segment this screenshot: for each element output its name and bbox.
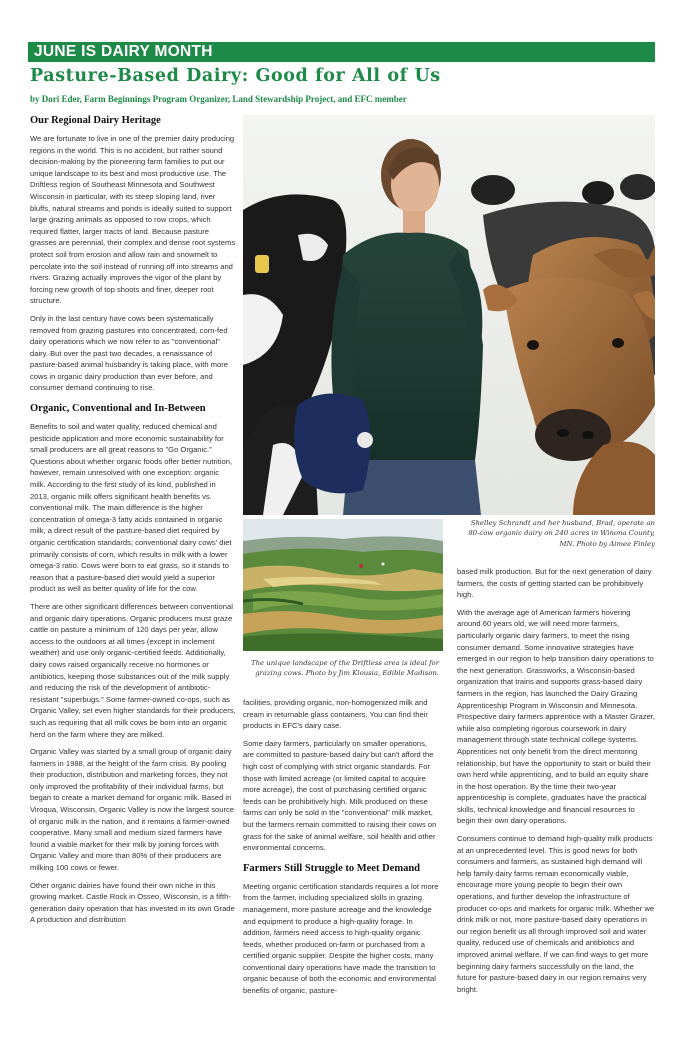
paragraph: based milk production. But for the next generation of dairy farmers, the costs of getting started can be prohibitively high. — [457, 567, 652, 600]
photo-driftless-landscape — [243, 519, 443, 651]
paragraph: Benefits to soil and water quality, reduced chemical and pesticide application and more economic sustainability for small producers are all great reasons to "Go Organic." Questions about whether organic foods offer better nutrition, however, remain unresolved with one exception: organic milk. According to the first study of its kind, published in 2013, organic milk offers significant health benefits vs. conventional milk. The main difference is the higher concentration of omega-3 fatty acids contained in organic milk, a direct result of the pasture-based diet required by organic certification standards; conventional dairy cows' diet primarily consists of corn, which results in milk with a lower omega-3 ratio. Cows were born to eat grass, so it stands to reason that a pasture-based diet would yield a superior product as well as better quality of life for the cow. — [30, 422, 233, 594]
photo-farmer-with-cows — [243, 115, 655, 515]
column-middle — [243, 697, 439, 1003]
paragraph: There are other significant differences between conventional and organic dairy operations. Organic producers must graze cattle on pasture a minimum of 120 days per year, allow access to the outdoors at all times (except in inclement weather) and use only organic-certified feeds. Additionally, dairy cows raised organically receive no hormones or antibiotics, keeping those substances out of the milk supply and reducing the risk of the development of antibiotic-resistant "superbugs." Some farmer-owned co-ops, such as Organic Valley, set even higher standards for their producers, such as requiring that all milk cows be born into an organic herd on the farm where they are milked. — [30, 601, 236, 739]
paragraph: We are fortunate to live in one of the premier dairy producing regions in the world. This is no accident, but rather sound decision-making by the pioneering farm families to put our unique landscape to its best and most productive use. The Driftless region of Southeast Minnesota and Southwest Wisconsin in particular, with its steep sloping land, river bluffs, natural streams and ponds is ideally suited to support large grazing animals as opposed to row crops, which required flatter, larger tracts of land. Because pasture grasses are perennial, their complex and dense root systems protect soil from erosion and allow rain and snowmelt to percolate into the soil instead of running off into streams and rivers. Grazing actually improves the vigor of the plant by forcing new growth of top shoots and finer, deeper root structure. — [30, 134, 236, 306]
paragraph: facilities, providing organic, non-homogenized milk and cream in returnable glass containers. You can find their products in EFC's dairy case. — [243, 698, 428, 731]
article-byline: by Dori Eder, Farm Beginnings Program Organizer, Land Stewardship Project, and EFC member — [30, 94, 407, 104]
heading-organic-conventional: Organic, Conventional and In-Between — [30, 403, 206, 415]
paragraph: Only in the last century have cows been systematically removed from grazing pastures into concentrated, corn-fed dairy operations which we now refer to as "conventional" dairy. But over the past two decades, a renaissance of pasture-based animal husbandry is taking place, with more cows in organic dairy production than ever before, and consumer demand continuing to rise. — [30, 313, 228, 393]
caption-landscape-photo: The unique landscape of the Driftless area is ideal for grazing cows. Photo by Jim Klousia, Edible Madison. — [251, 659, 439, 678]
landscape-illustration — [243, 519, 443, 651]
paragraph: With the average age of American farmers hovering around 60 years old, we will need more farmers, particularly organic dairy farmers, to meet the rising consumer demand. Some innovative strategies have emerged in our region to help transition dairy operations to the next generation. Grassworks, a Wisconsin-based organization that trains and supports grass-based dairy farmers in the region, has launched the Dairy Grazing Apprenticeship Program in Wisconsin and Minnesota. Prospective dairy farmers apprentice with a Master Grazer, while also completing rigorous coursework in dairy management through state technical college systems. Apprentices not only benefit from the direct mentoring relationship, but have the opportunity to start or build their own herd while apprenticing, and to build an equity share in the host operation. By the time their two-year apprenticeship is complete, graduates have the practical skills, technical knowledge and financial resources to begin their own dairy operations. — [457, 607, 655, 826]
paragraph: Some dairy farmers, particularly on smaller operations, are committed to pasture-based dairy but can't afford the high cost of complying with strict organic standards. For those with limited acreage (or limited capital to acquire more acreage), the cost of purchasing certified organic feeds can be prohibitively high. Milk produced on these farms can only be sold in the "conventional" milk market, but the farmers remain committed to raising their cows on grass for the sake of animal welfare, soil health and other environmental concerns. — [243, 738, 437, 853]
paragraph: Meeting organic certification standards requires a lot more from the farmer, including specialized skills in grazing management, more pasture acreage and the knowledge and equipment to produce a high-quality forage. In addition, farmers need access to high-quality organic feeds, whether produced on-farm or purchased from a certified organic supplier. Despite the higher costs, many conventional dairy operations have made the transition to organic because of both the economic and environmental benefits of organic, pasture- — [243, 881, 439, 996]
farmer-cows-illustration — [243, 115, 655, 515]
column-left — [30, 114, 236, 932]
article-title: Pasture-Based Dairy: Good for All of Us — [30, 66, 441, 86]
caption-farmer-photo: Shelley Schrandt and her husband, Brad, operate an 80-cow organic dairy on 240 acres in Winona County, MN. Photo by Aimee Finley — [468, 519, 655, 548]
paragraph: Other organic dairies have found their own niche in this growing market. Castle Rock in Osseo, Wisconsin, is a fifth-generation dairy operation that has invested in its own Grade A production and distribution — [30, 880, 235, 925]
paragraph: Consumers continue to demand high-quality milk products at an unprecedented level. This is good news for both consumers and farmers, as sustained high demand will help family dairy farms remain economically viable, encourage more young people to begin their own operations, and further develop the infrastructure of producer co-ops and markets for organic milk. Whether we drink milk or not, more pasture-based dairy operations in our region benefit us all through improved soil and water quality, reduced use of chemicals and antibiotics and improved animal welfare. If we can find ways to get more beginning dairy farmers successfully on the land, the future for pasture-based dairy in our region remains very bright. — [457, 834, 655, 994]
paragraph: Organic Valley was started by a small group of organic dairy farmers in 1988, at the height of the farm crisis. By pooling their production, distribution and marketing forces, they not only improved the profitability of their individual farms, but began to create a market demand for organic milk. Based in Viroqua, Wisconsin, Organic Valley is now the largest source of organic milk in the nation, and it remains a farmer-owned cooperative. Many small and medium sized farmers have found a viable market for their milk by joining forces with Organic Valley and more than 80% of their producers are milking 100 cows or fewer. — [30, 747, 234, 873]
column-right — [457, 566, 655, 1001]
section-banner: JUNE IS DAIRY MONTH — [28, 42, 655, 62]
heading-regional-heritage: Our Regional Dairy Heritage — [30, 115, 161, 126]
heading-farmers-struggle: Farmers Still Struggle to Meet Demand — [243, 862, 420, 874]
